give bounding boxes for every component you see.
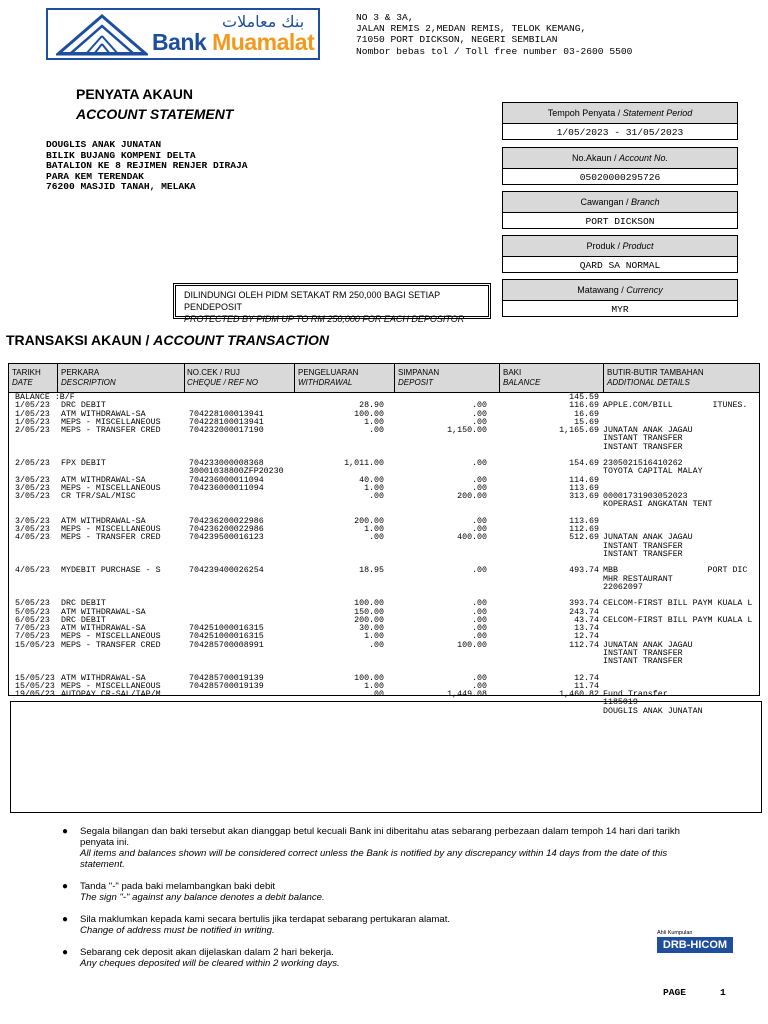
cell-withdrawal: 200.00 [354,615,384,625]
label-en: Product [622,241,654,251]
cell-balance: 43.74 [574,615,599,625]
cell-description: CR TFR/SAL/MISC [61,492,136,501]
cell-date: 3/05/23 [15,483,50,493]
cell-ref: 704239400026254 [189,566,264,576]
cell-deposit: 200.00 [457,492,487,501]
cell-date: 7/05/23 [15,632,50,642]
label-ms: Tempoh Penyata / [547,108,623,118]
cell-withdrawal: .00 [369,640,384,650]
cell-deposit: 100.00 [457,640,487,650]
customer-line: DOUGLIS ANAK JUNATAN [46,139,162,150]
cell-balance: 512.69 [569,533,599,543]
bank-name [152,29,314,56]
cell-balance: 1,165.69 [559,426,599,435]
table-row [9,658,759,666]
cell-additional: CELCOM-FIRST BILL PAYM KUALA L [603,615,753,625]
cell-date: 15/05/23 [15,640,55,650]
note-en: The sign "-" against any balance denotes a debit balance. [80,892,325,903]
header-ms: PENGELUARAN [298,368,359,377]
cell-balance: 12.74 [574,673,599,683]
cell-ref: 704236000011094 [189,483,264,493]
cell-description: DRC DEBIT [61,615,106,625]
table-row [9,584,759,592]
statement-title-ms: PENYATA AKAUN [76,86,193,102]
customer-line: BILIK BUJANG KOMPENI DELTA [46,149,196,161]
address-line: NO 3 & 3A, [356,12,414,23]
cell-withdrawal: .00 [369,492,384,501]
drb-hicom-logo: DRB-HICOM [657,937,733,953]
currency-box [502,279,738,317]
label-en: Currency [626,285,663,295]
cell-withdrawal: 1,011.00 [344,459,384,468]
note-en: All items and balances shown will be considered correct unless the Bank is notified by any discrepancy within 14 days from the date of this statement. [80,848,668,870]
product-value: QARD SA NORMAL [579,260,661,271]
cell-deposit: 1,449.08 [447,690,487,699]
note-ms: Segala bilangan dan baki tersebut akan dianggap betul kecuali Bank ini diberitahu atas sebarang perbezaan dalam tempoh 14 hari dari tarikh penyata ini. [80,826,681,848]
notes-list [62,826,702,980]
info-label [503,192,737,213]
cell-deposit: .00 [472,475,487,485]
cell-date: 3/05/23 [15,525,50,534]
cell-balance: 12.74 [574,632,599,642]
customer-address [46,140,248,193]
cell-deposit: .00 [472,607,487,617]
cell-description: FPX DEBIT [61,459,106,468]
cell-description: DRC DEBIT [61,401,106,411]
table-row [9,576,759,584]
label-ms: Produk / [586,241,623,251]
cell-date: BALANCE :B/F [15,393,75,402]
bank-name-part2: Muamalat [212,29,315,55]
branch-address [356,12,632,57]
cell-ref: 704285700008991 [189,640,264,650]
info-label [503,148,737,169]
header-ms: NO.CEK / RUJ [187,368,240,377]
account-number-value: 05020000295726 [579,172,661,183]
cell-balance: 154.69 [569,459,599,468]
page-number: 1 [720,987,726,998]
cell-additional: INSTANT TRANSFER [603,541,683,551]
address-line: 71050 PORT DICKSON, NEGERI SEMBILAN [356,34,558,46]
cell-balance: 243.74 [569,607,599,617]
cell-ref: 704251000016315 [189,624,264,633]
cell-withdrawal: 200.00 [354,516,384,526]
cell-deposit: .00 [472,566,487,576]
table-row [9,444,759,452]
group-member-label: Ahli Kumpulan [657,930,693,936]
cell-additional: INSTANT TRANSFER [603,648,683,658]
note-ms: Sebarang cek deposit akan dijelaskan dalam 2 hari bekerja. [80,947,334,958]
branch-box [502,191,738,229]
cell-description: MEPS - MISCELLANEOUS [61,632,161,642]
cell-ref: 704228100013941 [189,409,264,419]
cell-date: 2/05/23 [15,426,50,435]
cell-ref: 704236000011094 [189,475,264,485]
cell-withdrawal: 1.00 [364,525,384,534]
header-date [12,368,41,388]
page-label: PAGE [663,987,687,998]
statement-period-box [502,102,738,140]
cell-withdrawal: 100.00 [354,409,384,419]
label-en: Statement Period [622,108,693,118]
cell-date: 3/05/23 [15,492,50,501]
cell-additional: INSTANT TRANSFER [603,657,683,666]
cell-deposit: .00 [472,483,487,493]
header-en: DESCRIPTION [61,378,116,387]
cell-description: ATM WITHDRAWAL-SA [61,607,146,617]
cell-description: MEPS - MISCELLANEOUS [61,483,161,493]
note-item [62,947,702,969]
cell-description: MEPS - MISCELLANEOUS [61,417,161,427]
bank-logo-emblem-icon [56,14,148,56]
cell-additional: MHR RESTAURANT [603,574,673,584]
cell-additional: 000017319030520​23 [603,492,688,501]
note-item [62,914,702,936]
cell-description: MEPS - MISCELLANEOUS [61,525,161,534]
transactions-title-ms: TRANSAKSI AKAUN / [6,332,154,348]
header-divider [294,364,295,392]
header-divider [499,364,500,392]
header-ms: BUTIR-BUTIR TAMBAHAN [607,368,704,377]
customer-line: 76200 MASJID TANAH, MELAKA [46,181,196,192]
cell-withdrawal: 100.00 [354,599,384,609]
cell-withdrawal: 1.00 [364,681,384,691]
cell-description: MEPS - TRANSFER CRED [61,533,161,543]
table-header [9,364,759,393]
info-label [503,236,737,257]
cell-withdrawal: .00 [369,690,384,699]
cell-balance: 113.69 [569,483,599,493]
cell-withdrawal: .00 [369,426,384,435]
label-ms: Cawangan / [580,197,631,207]
cell-description: MEPS - TRANSFER CRED [61,640,161,650]
cell-additional: INSTANT TRANSFER [603,434,683,444]
cell-additional: TOYOTA CAPITAL MALAY [603,467,703,477]
cell-description: MEPS - TRANSFER CRED [61,426,161,435]
cell-deposit: .00 [472,681,487,691]
table-row [9,501,759,509]
cell-description: DRC DEBIT [61,599,106,609]
cell-balance: 112.69 [569,525,599,534]
cell-deposit: .00 [472,417,487,427]
cell-additional: APPLE.COM/BILL ITUNES. [603,401,748,411]
cell-date: 3/05/23 [15,475,50,485]
cell-date: 3/05/23 [15,516,50,526]
cell-ref: 704233000008368 [189,459,264,468]
cell-deposit: .00 [472,632,487,642]
statement-title-en: ACCOUNT STATEMENT [76,106,234,122]
cell-date: 15/05/23 [15,681,55,691]
header-additional [607,368,704,388]
header-divider [184,364,185,392]
label-ms: Matawang / [577,285,627,295]
cell-withdrawal: 1.00 [364,417,384,427]
transactions-title [6,332,329,348]
cell-deposit: 1,150.00 [447,426,487,435]
cell-date: 1/05/23 [15,401,50,411]
label-en: Branch [631,197,660,207]
cell-balance: 15.69 [574,417,599,427]
header-divider [394,364,395,392]
bullet-icon: ● [62,947,69,958]
header-ref [187,368,258,388]
cell-balance: 1,460.82 [559,690,599,699]
header-en: CHEQUE / REF NO [187,378,258,387]
cell-deposit: 400.00 [457,533,487,543]
cell-balance: 493.74 [569,566,599,576]
cell-deposit: .00 [472,409,487,419]
cell-ref: 704285700019139 [189,681,264,691]
transactions-table [8,363,760,716]
cell-additional: JUNATAN ANAK JAGAU [603,426,693,435]
label-ms: No.Akaun / [571,153,619,163]
cell-additional: JUNATAN ANAK JAGAU [603,640,693,650]
cell-additional: KOPERASI ANGKATAN TENT [603,500,713,510]
header-ms: PERKARA [61,368,100,377]
cell-date: 4/05/23 [15,566,50,576]
cell-additional: 22062097 [603,582,643,592]
cell-ref: 704239500016123 [189,533,264,543]
account-number-box [502,147,738,185]
cell-balance: 11.74 [574,681,599,691]
cell-date: 19/05/23 [15,690,55,699]
table-row [9,691,759,699]
cell-deposit: .00 [472,673,487,683]
table-row [9,551,759,559]
cell-withdrawal: .00 [369,533,384,543]
cell-withdrawal: 100.00 [354,673,384,683]
cell-additional: DOUGLIS ANAK JUNATAN [603,706,703,716]
currency-value: MYR [611,304,629,315]
note-item [62,881,702,903]
note-ms: Tanda "-" pada baki melambangkan baki debit [80,881,276,892]
cell-balance: 16.69 [574,409,599,419]
cell-balance: 13.74 [574,624,599,633]
cell-ref: 704236200022986 [189,525,264,534]
cell-description: MEPS - MISCELLANEOUS [61,681,161,691]
cell-additional: INSTANT TRANSFER [603,549,683,559]
branch-value: PORT DICKSON [585,216,655,227]
note-en: Any cheques deposited will be cleared within 2 working days. [80,958,340,969]
cell-ref: 704236200022986 [189,516,264,526]
cell-withdrawal: 1.00 [364,483,384,493]
cell-deposit: .00 [472,624,487,633]
header-balance [503,368,540,388]
cell-balance: 145.59 [569,393,599,402]
cell-withdrawal: 40.00 [359,475,384,485]
cell-description: ATM WITHDRAWAL-SA [61,624,146,633]
cell-date: 1/05/23 [15,409,50,419]
cell-balance: 393.74 [569,599,599,609]
cell-date: 6/05/23 [15,615,50,625]
cell-additional: Fund Transfer [603,690,668,699]
cell-ref: 704251000016315 [189,632,264,642]
cell-description: ATM WITHDRAWAL-SA [61,409,146,419]
bullet-icon: ● [62,826,69,837]
pidm-line-en: PROTECTED BY PIDM UP TO RM 250,000 FOR EACH DEPOSITOR [184,314,465,324]
cell-deposit: .00 [472,599,487,609]
header-description [61,368,116,388]
customer-line: PARA KEM TERENDAK [46,170,144,182]
cell-description: ATM WITHDRAWAL-SA [61,516,146,526]
cell-date: 5/05/23 [15,607,50,617]
cell-description: MYDEBIT PURCHASE - S [61,566,161,576]
cell-deposit: .00 [472,615,487,625]
header-deposit [398,368,439,388]
header-withdrawal [298,368,358,388]
transactions-title-en: ACCOUNT TRANSACTION [153,332,330,348]
cell-withdrawal: 28.90 [359,401,384,411]
cell-withdrawal: 30.00 [359,624,384,633]
header-ms: SIMPANAN [398,368,440,377]
cell-additional: CELCOM-FIRST BILL PAYM KUALA L [603,599,753,609]
cell-description: AUTOPAY CR-SAL/IAP/M [61,690,161,699]
message-box [10,698,762,813]
cell-deposit: .00 [472,401,487,411]
cell-additional: INSTANT TRANSFER [603,442,683,452]
info-label [503,280,737,301]
header-en: WITHDRAWAL [298,378,353,387]
note-en: Change of address must be notified in writing. [80,925,275,936]
header-ms: TARIKH [12,368,41,377]
bullet-icon: ● [62,914,69,925]
cell-date: 15/05/23 [15,673,55,683]
header-ms: BAKI [503,368,522,377]
header-en: BALANCE [503,378,541,387]
header-en: DEPOSIT [398,378,434,387]
cell-withdrawal: 1.00 [364,632,384,642]
cell-balance: 113.69 [569,516,599,526]
bank-name-arabic: بنك معاملات [222,12,305,31]
cell-date: 1/05/23 [15,417,50,427]
header-divider [603,364,604,392]
cell-withdrawal: 18.95 [359,566,384,576]
pidm-notice [173,283,491,324]
product-box [502,235,738,273]
cell-description: ATM WITHDRAWAL-SA [61,475,146,485]
cell-balance: 116.69 [569,401,599,411]
cell-date: 7/05/23 [15,624,50,633]
note-item [62,826,702,870]
bullet-icon: ● [62,881,69,892]
cell-deposit: .00 [472,516,487,526]
cell-additional: MBB PORT DIC [603,566,748,576]
cell-description: ATM WITHDRAWAL-SA [61,673,146,683]
cell-date: 5/05/23 [15,599,50,609]
address-line: JALAN REMIS 2,MEDAN REMIS, TELOK KEMANG, [356,23,587,35]
header-en: DATE [12,378,33,387]
cell-ref: 30001038800ZFP20230 [189,467,284,477]
bank-name-part1: Bank [152,29,213,55]
cell-deposit: .00 [472,525,487,534]
header-divider [57,364,58,392]
pidm-line-ms: DILINDUNGI OLEH PIDM SETAKAT RM 250,000 BAGI SETIAP PENDEPOSIT [184,290,440,312]
cell-additional: 1185019 [603,698,638,708]
cell-balance: 112.74 [569,640,599,650]
label-en: Account No. [619,153,669,163]
cell-ref: 704285700019139 [189,673,264,683]
cell-balance: 114.69 [569,475,599,485]
cell-additional: 2305021516410262 [603,459,683,468]
statement-period-value: 1/05/2023 - 31/05/2023 [556,127,684,138]
cell-additional: JUNATAN ANAK JAGAU [603,533,693,543]
cell-date: 2/05/23 [15,459,50,468]
note-ms: Sila maklumkan kepada kami secara bertulis jika terdapat sebarang pertukaran alamat. [80,914,451,925]
cell-withdrawal: 150.00 [354,607,384,617]
cell-ref: 704228100013941 [189,417,264,427]
bank-logo [46,8,320,60]
info-label [503,103,737,124]
cell-balance: 313.69 [569,492,599,501]
header-en: ADDITIONAL DETAILS [607,378,690,387]
address-line: Nombor bebas tol / Toll free number 03-2600 5500 [356,45,633,57]
cell-ref: 704232000017190 [189,426,264,435]
cell-date: 4/05/23 [15,533,50,543]
customer-line: BATALION KE 8 REJIMEN RENJER DIRAJA [46,160,248,171]
cell-deposit: .00 [472,459,487,468]
